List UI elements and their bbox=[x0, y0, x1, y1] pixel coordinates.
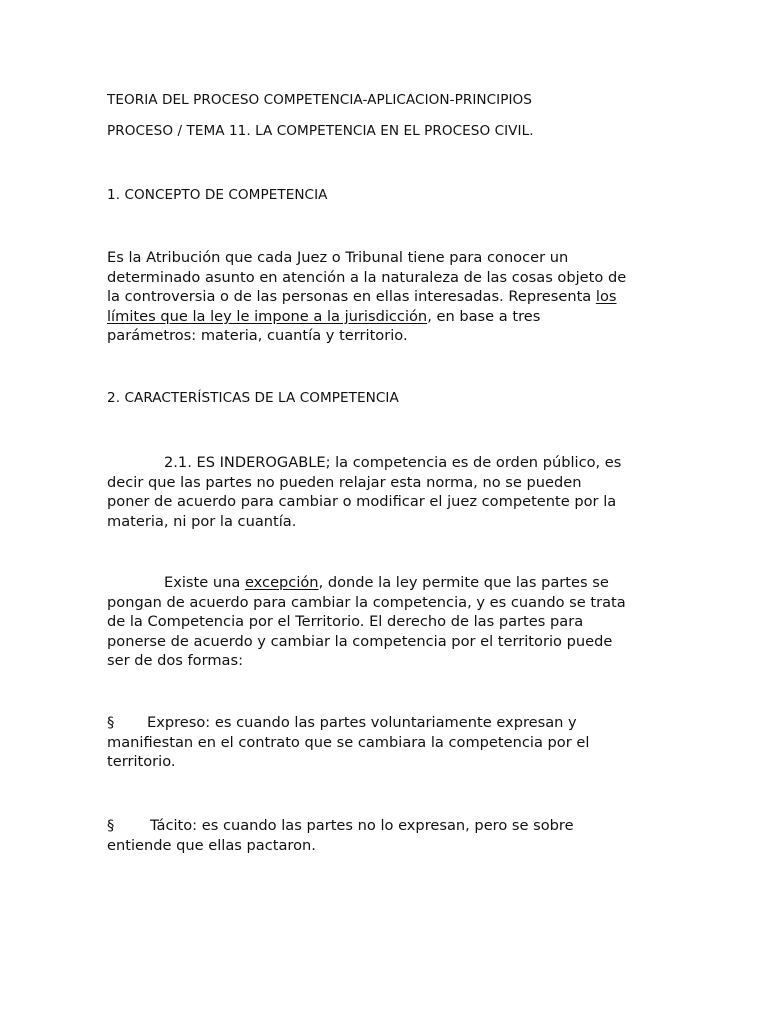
underlined-term: los bbox=[595, 288, 617, 305]
document-title-line-1: TEORIA DEL PROCESO COMPETENCIA-APLICACION-PRINCIPIOS bbox=[107, 92, 532, 108]
paragraph-line: poner de acuerdo para cambiar o modificar el juez competente por la bbox=[107, 493, 617, 510]
paragraph-line: pongan de acuerdo para cambiar la competencia, y es cuando se trata bbox=[107, 593, 626, 611]
document-title-line-2: PROCESO / TEMA 11. LA COMPETENCIA EN EL PROCESO CIVIL. bbox=[107, 123, 534, 139]
inderogable-paragraph bbox=[107, 453, 667, 531]
paragraph-line: 2.1. ES INDEROGABLE; la competencia es de orden público, es bbox=[164, 454, 622, 471]
paragraph-line: entiende que ellas pactaron. bbox=[107, 836, 316, 854]
paragraph-line bbox=[107, 816, 667, 836]
section-2-heading: 2. CARACTERÍSTICAS DE LA COMPETENCIA bbox=[107, 390, 399, 406]
paragraph-line bbox=[107, 573, 667, 593]
paragraph-text: , en base a tres bbox=[427, 307, 541, 325]
paragraph-line: territorio. bbox=[107, 753, 176, 770]
underlined-term: excepción bbox=[244, 574, 319, 591]
paragraph-line: parámetros: materia, cuantía y territorio. bbox=[107, 327, 408, 344]
section-1-paragraph bbox=[107, 248, 667, 346]
section-symbol-icon: § bbox=[107, 817, 115, 834]
paragraph-text: Expreso: es cuando las partes voluntariamente expresan y bbox=[147, 714, 577, 731]
paragraph-line bbox=[107, 713, 667, 733]
paragraph-line bbox=[107, 287, 667, 307]
paragraph-line: de la Competencia por el Territorio. El derecho de las partes para bbox=[107, 613, 584, 630]
paragraph-text: Tácito: es cuando las partes no lo expresan, pero se sobre bbox=[150, 817, 574, 834]
exception-paragraph bbox=[107, 573, 667, 671]
paragraph-text: , donde la ley permite que las partes se bbox=[318, 574, 609, 591]
paragraph-text: Existe una bbox=[164, 574, 245, 591]
paragraph-line: materia, ni por la cuantía. bbox=[107, 512, 297, 530]
section-1-heading: 1. CONCEPTO DE COMPETENCIA bbox=[107, 187, 328, 203]
paragraph-line: ponerse de acuerdo y cambiar la competencia por el territorio puede bbox=[107, 632, 613, 650]
paragraph-line: manifiestan en el contrato que se cambiara la competencia por el bbox=[107, 733, 590, 751]
bullet-item-tacito bbox=[107, 816, 667, 855]
paragraph-line: ser de dos formas: bbox=[107, 652, 244, 669]
paragraph-line: Es la Atribución que cada Juez o Tribunal tiene para conocer un bbox=[107, 249, 569, 266]
paragraph-line bbox=[107, 307, 667, 327]
underlined-term: límites que la ley le impone a la jurisdicción bbox=[107, 307, 428, 325]
bullet-item-expreso bbox=[107, 713, 667, 772]
paragraph-text: la controversia o de las personas en ellas interesadas. Representa bbox=[107, 288, 596, 305]
paragraph-line: decir que las partes no pueden relajar esta norma, no se pueden bbox=[107, 473, 582, 491]
section-symbol-icon: § bbox=[107, 714, 115, 731]
paragraph-line: determinado asunto en atención a la naturaleza de las cosas objeto de bbox=[107, 268, 627, 286]
